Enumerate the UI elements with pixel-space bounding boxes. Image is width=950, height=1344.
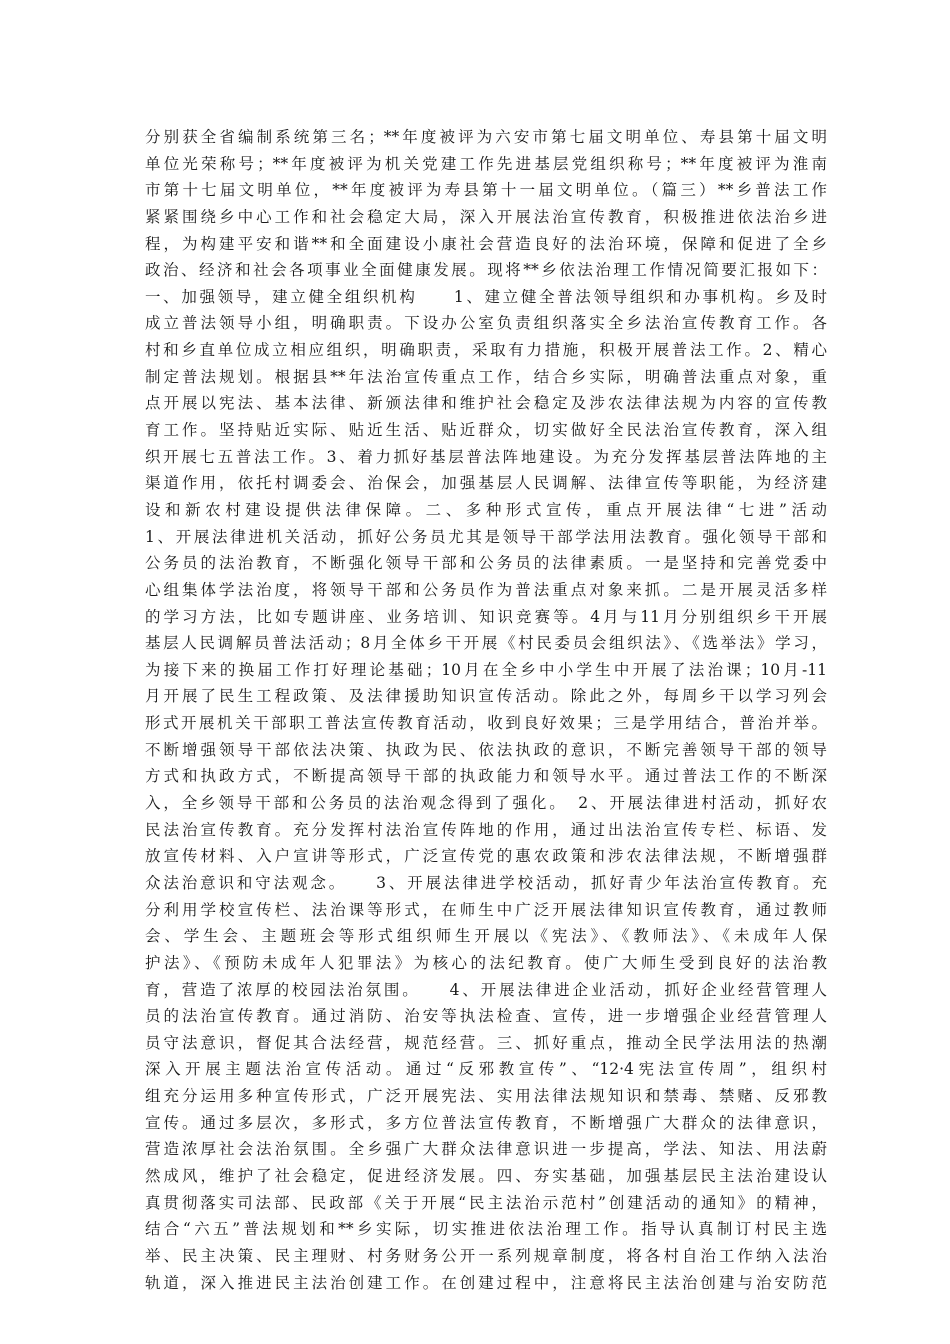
- text-line: 员守法意识，督促其合法经营，规范经营。三、抓好重点，推动全民学法用法的热潮: [145, 1033, 827, 1052]
- text-line: 众法治意识和守法观念。 3、开展法律进学校活动，抓好青少年法治宣传教育。充: [145, 873, 827, 892]
- text-line: 一、加强领导，建立健全组织机构 1、建立健全普法领导组织和办事机构。乡及时: [145, 287, 827, 306]
- text-line: 深入开展主题法治宣传活动。通过“反邪教宣传”、“12·4宪法宣传周”，组织村: [145, 1060, 827, 1079]
- text-line: 不断增强领导干部依法决策、执政为民、依法执政的意识，不断完善领导干部的领导: [145, 740, 827, 759]
- text-line: 分别获全省编制系统第三名；**年度被评为六安市第七届文明单位、寿县第十届文明: [145, 128, 827, 146]
- text-line: 政治、经济和社会各项事业全面健康发展。现将**乡依法治理工作情况简要汇报如下：: [145, 261, 827, 280]
- text-line: 渠道作用，依托村调委会、治保会，加强基层人民调解、法律宣传等职能，为经济建: [145, 474, 827, 493]
- text-line: 会、学生会、主题班会等形式组织师生开展以《宪法》、《教师法》、《未成年人保: [145, 927, 827, 946]
- text-line: 然成风，维护了社会稳定，促进经济发展。四、夯实基础，加强基层民主法治建设认: [145, 1166, 827, 1185]
- text-line: 公务员的法治教育，不断强化领导干部和公务员的法律素质。一是坚持和完善党委中: [145, 554, 827, 573]
- text-line: 宣传。通过多层次，多形式，多方位普法宣传教育，不断增强广大群众的法律意识，: [145, 1113, 827, 1132]
- text-line: 为接下来的换届工作打好理论基础；10月在全乡中小学生中开展了法治课；10月-11: [145, 660, 827, 679]
- text-line: 营造浓厚社会法治氛围。全乡强广大群众法律意识进一步提高，学法、知法、用法蔚: [145, 1140, 827, 1159]
- text-line: 紧紧围绕乡中心工作和社会稳定大局，深入开展法治宣传教育，积极推进依法治乡进: [145, 207, 827, 226]
- text-line: 设和新农村建设提供法律保障。二、多种形式宣传，重点开展法律“七进”活动: [145, 500, 827, 519]
- text-line: 结合“六五”普法规划和**乡实际，切实推进依法治理工作。指导认真制订村民主选: [145, 1220, 827, 1239]
- text-line: 举、民主决策、民主理财、村务财务公开一系列规章制度，将各村自治工作纳入法治: [145, 1246, 827, 1265]
- text-line: 轨道，深入推进民主法治创建工作。在创建过程中，注意将民主法治创建与治安防范: [145, 1273, 827, 1292]
- text-line: 的学习方法，比如专题讲座、业务培训、知识竞赛等。4月与11月分别组织乡干开展: [145, 607, 827, 626]
- text-line: 心组集体学法治度，将领导干部和公务员作为普法重点对象来抓。二是开展灵活多样: [145, 580, 827, 599]
- text-line: 育工作。坚持贴近实际、贴近生活、贴近群众，切实做好全民法治宣传教育，深入组: [145, 421, 827, 440]
- text-line: 员的法治宣传教育。通过消防、治安等执法检查、宣传，进一步增强企业经营管理人: [145, 1007, 827, 1026]
- text-line: 1、开展法律进机关活动，抓好公务员尤其是领导干部学法用法教育。强化领导干部和: [145, 527, 827, 546]
- text-line: 形式开展机关干部职工普法宣传教育活动，收到良好效果；三是学用结合，普治并举。: [145, 714, 827, 733]
- text-line: 成立普法领导小组，明确职责。下设办公室负责组织落实全乡法治宣传教育工作。各: [145, 314, 827, 333]
- text-line: 月开展了民生工程政策、及法律援助知识宣传活动。除此之外，每周乡干以学习列会: [145, 687, 827, 706]
- text-line: 育，营造了浓厚的校园法治氛围。 4、开展法律进企业活动，抓好企业经营管理人: [145, 980, 827, 999]
- text-line: 民法治宣传教育。充分发挥村法治宣传阵地的作用，通过出法治宣传专栏、标语、发: [145, 820, 827, 839]
- text-line: 护法》、《预防未成年人犯罪法》为核心的法纪教育。使广大师生受到良好的法治教: [145, 953, 827, 972]
- text-line: 方式和执政方式，不断提高领导干部的执政能力和领导水平。通过普法工作的不断深: [145, 767, 827, 786]
- text-line: 基层人民调解员普法活动；8月全体乡干开展《村民委员会组织法》、《选举法》学习，: [145, 634, 827, 653]
- text-line: 织开展七五普法工作。3、着力抓好基层普法阵地建设。为充分发挥基层普法阵地的主: [145, 447, 827, 466]
- text-line: 入，全乡领导干部和公务员的法治观念得到了强化。 2、开展法律进村活动，抓好农: [145, 794, 827, 813]
- text-line: 放宣传材料、入户宣讲等形式，广泛宣传党的惠农政策和涉农法律法规，不断增强群: [145, 847, 827, 866]
- text-line: 真贯彻落实司法部、民政部《关于开展“民主法治示范村”创建活动的通知》的精神，: [145, 1193, 827, 1212]
- text-line: 单位光荣称号；**年度被评为机关党建工作先进基层党组织称号；**年度被评为淮南: [145, 154, 827, 173]
- text-line: 组充分运用多种宣传形式，广泛开展宪法、实用法律法规知识和禁毒、禁赌、反邪教: [145, 1087, 827, 1106]
- text-line: 分利用学校宣传栏、法治课等形式，在师生中广泛开展法律知识宣传教育，通过教师: [145, 900, 827, 919]
- text-line: 点开展以宪法、基本法律、新颁法律和维护社会稳定及涉农法律法规为内容的宣传教: [145, 394, 827, 413]
- body-text: [145, 124, 827, 1296]
- text-line: 市第十七届文明单位，**年度被评为寿县第十一届文明单位。（篇三）**乡普法工作: [145, 181, 827, 200]
- text-line: 程，为构建平安和谐**和全面建设小康社会营造良好的法治环境，保障和促进了全乡: [145, 234, 827, 253]
- text-line: 村和乡直单位成立相应组织，明确职责，采取有力措施，积极开展普法工作。2、精心: [145, 341, 827, 360]
- text-line: 制定普法规划。根据县**年法治宣传重点工作，结合乡实际，明确普法重点对象，重: [145, 367, 827, 386]
